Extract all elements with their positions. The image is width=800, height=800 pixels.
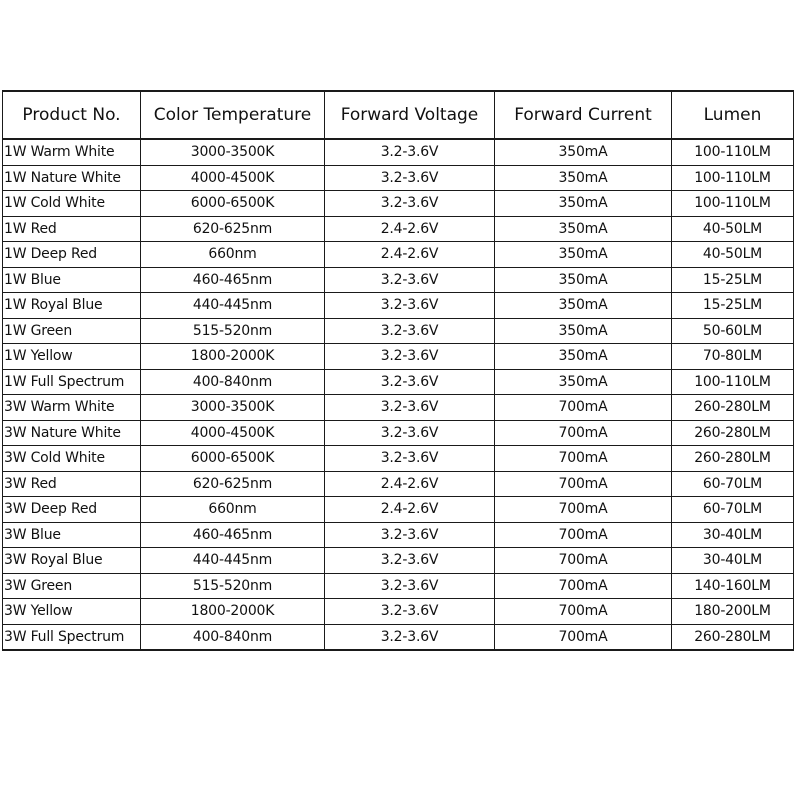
cell-forward-current: 350mA: [495, 191, 672, 217]
cell-forward-current: 700mA: [495, 471, 672, 497]
table-row: [3, 293, 794, 319]
cell-forward-voltage: 2.4-2.6V: [325, 216, 495, 242]
cell-forward-voltage: 3.2-3.6V: [325, 344, 495, 370]
cell-lumen: 15-25LM: [672, 267, 794, 293]
cell-color-temperature: 400-840nm: [141, 624, 325, 650]
cell-forward-current: 350mA: [495, 242, 672, 268]
cell-forward-voltage: 3.2-3.6V: [325, 191, 495, 217]
cell-forward-current: 350mA: [495, 139, 672, 165]
cell-lumen: 100-110LM: [672, 165, 794, 191]
cell-product-no: 3W Red: [3, 471, 141, 497]
cell-color-temperature: 4000-4500K: [141, 165, 325, 191]
cell-forward-voltage: 3.2-3.6V: [325, 293, 495, 319]
cell-color-temperature: 1800-2000K: [141, 599, 325, 625]
cell-forward-current: 700mA: [495, 548, 672, 574]
cell-color-temperature: 3000-3500K: [141, 139, 325, 165]
cell-product-no: 1W Royal Blue: [3, 293, 141, 319]
table-row: [3, 599, 794, 625]
cell-color-temperature: 440-445nm: [141, 293, 325, 319]
cell-lumen: 260-280LM: [672, 624, 794, 650]
cell-product-no: 1W Red: [3, 216, 141, 242]
cell-product-no: 1W Cold White: [3, 191, 141, 217]
cell-product-no: 3W Full Spectrum: [3, 624, 141, 650]
cell-forward-voltage: 3.2-3.6V: [325, 165, 495, 191]
cell-color-temperature: 460-465nm: [141, 267, 325, 293]
cell-forward-current: 350mA: [495, 165, 672, 191]
table-row: [3, 548, 794, 574]
cell-forward-current: 350mA: [495, 344, 672, 370]
cell-forward-current: 350mA: [495, 216, 672, 242]
table-row: [3, 573, 794, 599]
cell-forward-current: 700mA: [495, 497, 672, 523]
cell-forward-voltage: 3.2-3.6V: [325, 267, 495, 293]
cell-product-no: 1W Green: [3, 318, 141, 344]
cell-forward-current: 700mA: [495, 420, 672, 446]
table-header: [3, 91, 794, 139]
led-spec-table: [2, 90, 794, 651]
cell-lumen: 40-50LM: [672, 242, 794, 268]
cell-color-temperature: 660nm: [141, 242, 325, 268]
table-body: [3, 139, 794, 650]
cell-product-no: 3W Deep Red: [3, 497, 141, 523]
table-row: [3, 624, 794, 650]
cell-lumen: 15-25LM: [672, 293, 794, 319]
cell-lumen: 50-60LM: [672, 318, 794, 344]
cell-color-temperature: 400-840nm: [141, 369, 325, 395]
cell-product-no: 3W Nature White: [3, 420, 141, 446]
header-lumen: Lumen: [672, 91, 794, 139]
cell-forward-current: 350mA: [495, 318, 672, 344]
cell-color-temperature: 4000-4500K: [141, 420, 325, 446]
cell-forward-voltage: 3.2-3.6V: [325, 446, 495, 472]
table-row: [3, 395, 794, 421]
cell-forward-voltage: 3.2-3.6V: [325, 522, 495, 548]
cell-forward-voltage: 3.2-3.6V: [325, 139, 495, 165]
table-row: [3, 267, 794, 293]
cell-forward-voltage: 3.2-3.6V: [325, 573, 495, 599]
cell-color-temperature: 515-520nm: [141, 573, 325, 599]
cell-forward-current: 700mA: [495, 395, 672, 421]
cell-color-temperature: 620-625nm: [141, 216, 325, 242]
cell-color-temperature: 6000-6500K: [141, 191, 325, 217]
cell-color-temperature: 460-465nm: [141, 522, 325, 548]
cell-lumen: 260-280LM: [672, 420, 794, 446]
cell-forward-current: 700mA: [495, 599, 672, 625]
cell-lumen: 30-40LM: [672, 548, 794, 574]
header-product-no: Product No.: [3, 91, 141, 139]
table-row: [3, 242, 794, 268]
cell-product-no: 3W Green: [3, 573, 141, 599]
cell-lumen: 30-40LM: [672, 522, 794, 548]
cell-product-no: 1W Nature White: [3, 165, 141, 191]
cell-forward-voltage: 3.2-3.6V: [325, 624, 495, 650]
cell-product-no: 1W Full Spectrum: [3, 369, 141, 395]
cell-forward-voltage: 3.2-3.6V: [325, 318, 495, 344]
cell-forward-current: 350mA: [495, 369, 672, 395]
table-row: [3, 471, 794, 497]
cell-forward-voltage: 2.4-2.6V: [325, 497, 495, 523]
cell-product-no: 1W Deep Red: [3, 242, 141, 268]
cell-product-no: 3W Yellow: [3, 599, 141, 625]
table-row: [3, 522, 794, 548]
cell-product-no: 1W Warm White: [3, 139, 141, 165]
cell-product-no: 3W Royal Blue: [3, 548, 141, 574]
table-row: [3, 497, 794, 523]
cell-product-no: 3W Blue: [3, 522, 141, 548]
cell-lumen: 60-70LM: [672, 497, 794, 523]
cell-color-temperature: 1800-2000K: [141, 344, 325, 370]
cell-forward-current: 700mA: [495, 522, 672, 548]
cell-color-temperature: 6000-6500K: [141, 446, 325, 472]
cell-lumen: 100-110LM: [672, 369, 794, 395]
cell-color-temperature: 440-445nm: [141, 548, 325, 574]
cell-forward-current: 700mA: [495, 446, 672, 472]
cell-forward-current: 700mA: [495, 573, 672, 599]
table-row: [3, 344, 794, 370]
cell-forward-current: 350mA: [495, 293, 672, 319]
header-row: [3, 91, 794, 139]
cell-forward-current: 700mA: [495, 624, 672, 650]
cell-forward-voltage: 3.2-3.6V: [325, 420, 495, 446]
header-forward-voltage: Forward Voltage: [325, 91, 495, 139]
header-forward-current: Forward Current: [495, 91, 672, 139]
cell-product-no: 1W Blue: [3, 267, 141, 293]
cell-lumen: 60-70LM: [672, 471, 794, 497]
cell-color-temperature: 3000-3500K: [141, 395, 325, 421]
cell-lumen: 260-280LM: [672, 395, 794, 421]
cell-color-temperature: 515-520nm: [141, 318, 325, 344]
cell-lumen: 260-280LM: [672, 446, 794, 472]
cell-forward-voltage: 3.2-3.6V: [325, 599, 495, 625]
cell-forward-current: 350mA: [495, 267, 672, 293]
table-row: [3, 446, 794, 472]
cell-lumen: 140-160LM: [672, 573, 794, 599]
cell-product-no: 3W Cold White: [3, 446, 141, 472]
table-row: [3, 369, 794, 395]
cell-color-temperature: 620-625nm: [141, 471, 325, 497]
cell-product-no: 1W Yellow: [3, 344, 141, 370]
cell-forward-voltage: 3.2-3.6V: [325, 548, 495, 574]
cell-product-no: 3W Warm White: [3, 395, 141, 421]
cell-forward-voltage: 3.2-3.6V: [325, 395, 495, 421]
cell-forward-voltage: 2.4-2.6V: [325, 471, 495, 497]
cell-lumen: 70-80LM: [672, 344, 794, 370]
header-color-temperature: Color Temperature: [141, 91, 325, 139]
table-row: [3, 191, 794, 217]
cell-forward-voltage: 3.2-3.6V: [325, 369, 495, 395]
table-row: [3, 165, 794, 191]
cell-lumen: 40-50LM: [672, 216, 794, 242]
table-row: [3, 318, 794, 344]
cell-lumen: 100-110LM: [672, 191, 794, 217]
cell-lumen: 180-200LM: [672, 599, 794, 625]
table-row: [3, 139, 794, 165]
cell-forward-voltage: 2.4-2.6V: [325, 242, 495, 268]
cell-color-temperature: 660nm: [141, 497, 325, 523]
table-row: [3, 420, 794, 446]
table-row: [3, 216, 794, 242]
cell-lumen: 100-110LM: [672, 139, 794, 165]
